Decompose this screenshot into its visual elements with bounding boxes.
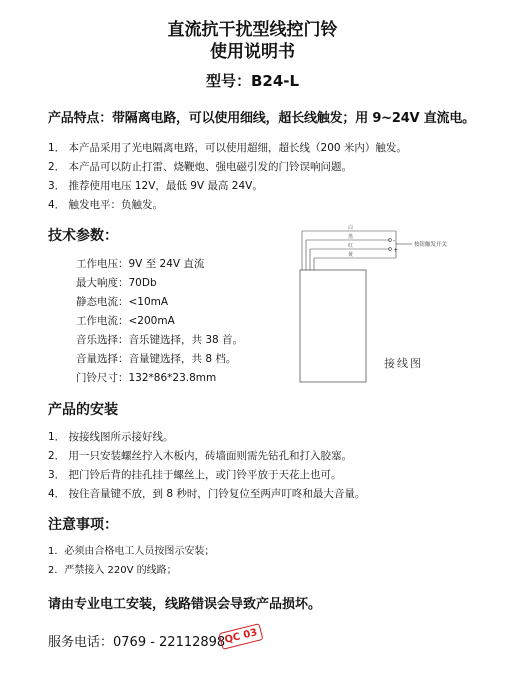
switch-label: 按钮触发开关	[414, 242, 448, 248]
install-item: 2． 用一只安装螺丝拧入木板内，砖墙面则需先钻孔和打入胶塞。	[48, 450, 353, 462]
page-title-line1: 直流抗干扰型线控门铃	[167, 20, 338, 40]
install-item: 4． 按住音量键不放，到 8 秒时，门铃复位至两声叮咚和最大音量。	[48, 488, 366, 500]
model-number: 型号：B24-L	[205, 72, 300, 90]
page-title-line2: 使用说明书	[210, 42, 295, 62]
feature-item: 1． 本产品采用了光电隔离电路，可以使用超细，超长线（200 米内）触发。	[48, 142, 407, 154]
wiring-diagram	[296, 224, 486, 384]
spec-item: 工作电压：9V 至 24V 直流	[76, 258, 205, 270]
spec-item: 工作电流：<200mA	[76, 315, 175, 327]
feature-item: 4． 触发电平：负触发。	[48, 199, 164, 211]
qc-stamp: QC 03	[219, 623, 264, 650]
wire-label-red: 红	[348, 243, 354, 249]
wiring-caption: 接线图	[384, 357, 423, 370]
warning-text: 请由专业电工安装，线路错误会导致产品损坏。	[48, 597, 322, 612]
plus-sign: +	[393, 247, 399, 254]
wire-label-white: 白	[348, 225, 354, 231]
wire-label-black: 黑	[348, 234, 354, 240]
install-heading: 产品的安装	[48, 402, 118, 418]
wire-label-yellow: 黄	[348, 252, 354, 258]
notes-heading: 注意事项：	[48, 517, 118, 533]
spec-item: 音乐选择：音乐键选择，共 38 首。	[76, 334, 244, 346]
features-heading: 产品特点：带隔离电路，可以使用细线，超长线触发；用 9~24V 直流电。	[48, 111, 475, 126]
minus-sign: -	[393, 237, 396, 244]
note-item: 2．严禁接入 220V 的线路；	[48, 565, 177, 576]
doorbell-box	[300, 270, 366, 382]
service-phone: 服务电话：0769 - 22112898	[48, 635, 226, 650]
spec-item: 静态电流：<10mA	[76, 296, 169, 308]
spec-item: 门铃尺寸：132*86*23.8mm	[76, 372, 217, 384]
specs-heading: 技术参数：	[48, 228, 118, 244]
spec-item: 音量选择：音量键选择，共 8 档。	[76, 353, 237, 365]
note-item: 1．必须由合格电工人员按图示安装；	[48, 546, 215, 557]
install-item: 3． 把门铃后背的挂孔挂于螺丝上，或门铃平放于天花上也可。	[48, 469, 342, 481]
feature-item: 2． 本产品可以防止打雷、烧鞭炮、强电磁引发的门铃误响问题。	[48, 161, 353, 173]
feature-item: 3． 推荐使用电压 12V，最低 9V 最高 24V。	[48, 180, 263, 192]
install-item: 1． 按接线图所示接好线。	[48, 431, 174, 443]
spec-item: 最大响度：70Db	[76, 277, 157, 289]
